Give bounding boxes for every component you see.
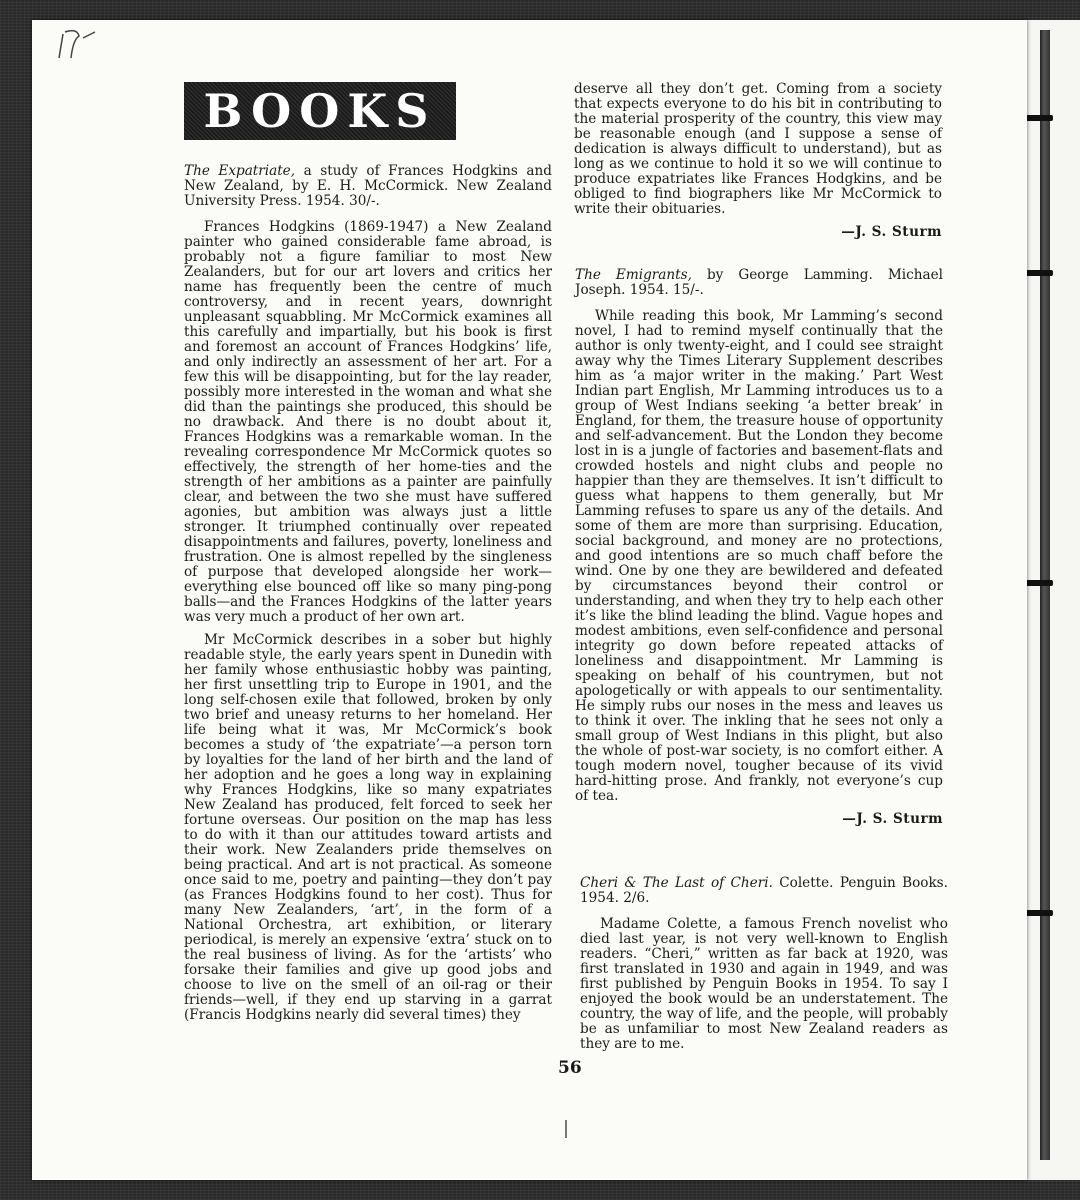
banner-title: BOOKS [203, 84, 437, 138]
binding-gutter [1027, 20, 1080, 1180]
reviewer-signature: —J. S. Sturm [841, 224, 942, 240]
section-banner [184, 82, 456, 140]
review-paragraph: Frances Hodgkins (1869-1947) a New Zealand painter who gained considerable fame abroad, is probably not a figure familiar to most New Zealanders, but for our art lovers and critics her name has frequently been the centre of much controversy, and in recent years, downright unpleasant squabbling. Mr McCormick examines all this carefully and impartially, but his book is first and foremost an account of Frances Hodgkins’ life, and only indirectly an assessment of her art. For a few this will be disappointing, but for the lay reader, possibly more interested in the woman and what she did than the paintings she produced, this should be no drawback. And there is no doubt about it, Frances Hodgkins was a remarkable woman. In the revealing correspondence Mr McCormick quotes so effectively, the strength of her home-ties and the strength of her ambitions as a painter are painfully clear, and between the two she must have suffered agonies, but ambition was always just a little stronger. It triumphed continually over repeated disappointments and failures, poverty, loneliness and frustration. One is almost repelled by the singleness of purpose that developed alongside her work—everything else bounced off like so many ping-pong balls—and the Frances Hodgkins of the latter years was very much a product of her own art. [184, 219, 552, 625]
binding-spine [1040, 30, 1050, 1160]
review-expatriate-continued [574, 82, 942, 240]
book-title: The Emigrants, [575, 267, 692, 283]
review-paragraph: deserve all they don’t get. Coming from a society that expects everyone to do his bit in contributing to the material prosperity of the country, this view may be reasonable enough (and I suppose a sense of dedication is always difficult to understand), but as long as we continue to hold it so we will continue to produce expatriates like Frances Hodgkins, and be obliged to find biographers like Mr McCormick to write their obituaries. [574, 81, 942, 217]
page-number: 56 [558, 1058, 582, 1078]
pencil-mark-icon [55, 28, 103, 64]
review-cheri [580, 876, 948, 1060]
review-expatriate [184, 164, 552, 1031]
review-paragraph: While reading this book, Mr Lamming’s second novel, I had to remind myself continually that the author is only twenty-eight, and I could see straight away why the Times Literary Supplement describes him as ‘a major writer in the making.’ Part West Indian part English, Mr Lamming introduces us to a group of West Indians seeking ‘a better break’ in England, for them, the treasure house of opportunity and self-advancement. But the London they become lost in is a jungle of factories and basement-flats and crowded hostels and night clubs and people no happier than they are themselves. It isn’t difficult to guess what happens to them generally, but Mr Lamming refuses to spare us any of the details. And some of them are more than surprising. Education, social background, and money are no protections, and good intentions are so much chaff before the wind. One by one they are bewildered and defeated by circumstances beyond their control or understanding, and when they try to help each other it’s like the blind leading the blind. Vague hopes and modest ambitions, even self-confidence and personal integrity go down before repeated attacks of loneliness and disappointment. Mr Lamming is speaking on behalf of his countrymen, but not apologetically or with appeals to our sentimentality. He simply rubs our noses in the mess and leaves us to think it over. The inkling that he sees not only a small group of West Indians in this plight, but also the whole of post-war society, is no comfort either. A tough modern novel, tougher because of its vivid hard-hitting prose. And frankly, not everyone’s cup of tea. [575, 308, 943, 804]
reviewer-signature: —J. S. Sturm [842, 811, 943, 827]
review-citation [575, 268, 943, 298]
review-paragraph: Mr McCormick describes in a sober but highly readable style, the early years spent in Dunedin with her family whose enthusiastic hobby was painting, her first unsettling trip to Europe in 1901, and the long self-chosen exile that followed, broken by only two brief and uneasy returns to her homeland. Her life being what it was, Mr McCormick’s book becomes a study of ‘the expatriate’—a person torn by loyalties for the land of her birth and the land of her adoption and he goes a long way in explaining why Frances Hodgkins, like so many expatriates New Zealand has produced, felt forced to seek her fortune overseas. Our position on the map has less to do with it than our attitudes toward artists and their work. New Zealanders pride themselves on being practical. And art is not practical. As someone once said to me, poetry and painting—they don’t pay (as Frances Hodgkins found to her cost). Thus for many New Zealanders, ‘art’, in the form of a National Orchestra, art exhibition, or literary periodical, is merely an expensive ‘extra’ stuck on to the real business of living. As for the ‘artists’ who forsake their families and give up good jobs and choose to live on the smell of an oil-rag or their friends—well, if they end up starving in a garrat (Francis Hodgkins nearly did several times) they [184, 632, 552, 1023]
book-details: a study of Frances Hodgkins and New Zealand, by E. H. McCormick. New Zealand University Press. 1954. 30/-. [184, 163, 552, 209]
review-citation [580, 876, 948, 906]
book-details: Colette. Penguin Books. 1954. 2/6. [580, 875, 948, 906]
review-citation [184, 164, 552, 209]
book-title: The Expatriate, [184, 163, 296, 179]
book-title: Cheri & The Last of Cheri. [580, 875, 773, 891]
scan-speck [565, 1120, 567, 1138]
book-details: by George Lamming. Michael Joseph. 1954. 15/-. [575, 267, 943, 298]
review-emigrants [575, 268, 943, 827]
review-paragraph: Madame Colette, a famous French novelist who died last year, is not very well-known to English readers. “Cheri,” written as far back at 1920, was first translated in 1930 and again in 1949, and was first published by Penguin Books in 1954. To say I enjoyed the book would be an understatement. The country, the way of life, and the people, will probably be as unfamiliar to most New Zealand readers as they are to me. [580, 916, 948, 1052]
